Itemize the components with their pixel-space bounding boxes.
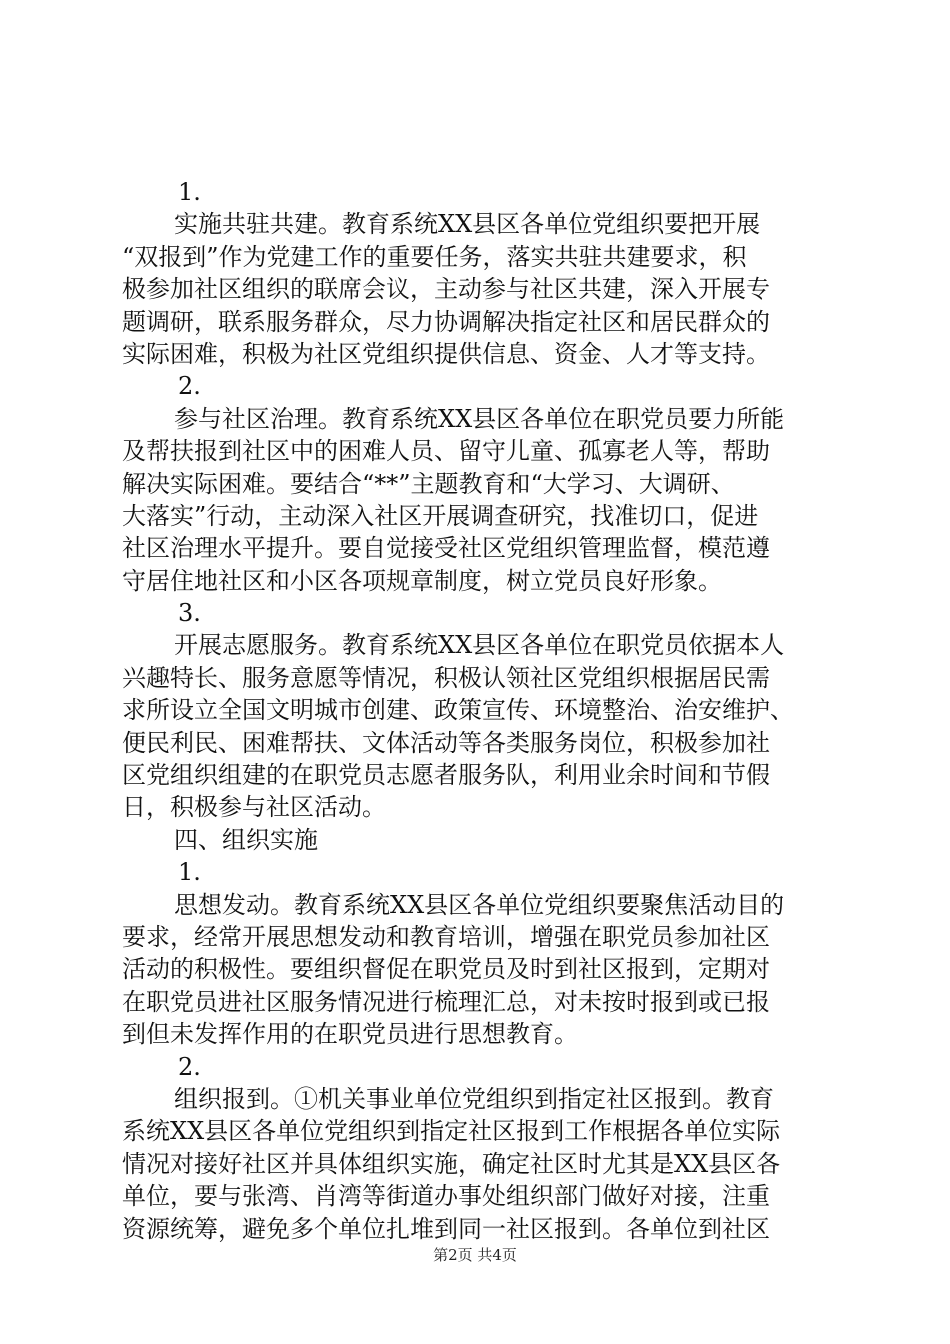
text-line: 求所设立全国文明城市创建、政策宣传、环境整治、治安维护、 — [122, 696, 794, 725]
item-number: 2. — [178, 1052, 201, 1081]
text-line: 到但未发挥作用的在职党员进行思想教育。 — [122, 1020, 578, 1049]
text-line: 日，积极参与社区活动。 — [122, 793, 386, 822]
text-line: “双报到”作为党建工作的重要任务，落实共驻共建要求，积 — [122, 242, 747, 271]
text-line: 要求，经常开展思想发动和教育培训，增强在职党员参加社区 — [122, 922, 770, 951]
text-line: 实施共驻共建。教育系统XX县区各单位党组织要把开展 — [174, 210, 761, 239]
text-line: 单位，要与张湾、肖湾等街道办事处组织部门做好对接，注重 — [122, 1182, 770, 1211]
text-line: 思想发动。教育系统XX县区各单位党组织要聚焦活动目的 — [174, 890, 785, 919]
text-line: 社区治理水平提升。要自觉接受社区党组织管理监督，模范遵 — [122, 534, 770, 563]
text-line: 资源统筹，避免多个单位扎堆到同一社区报到。各单位到社区 — [122, 1214, 770, 1243]
text-line: 开展志愿服务。教育系统XX县区各单位在职党员依据本人 — [174, 631, 785, 660]
text-line: 兴趣特长、服务意愿等情况，积极认领社区党组织根据居民需 — [122, 663, 770, 692]
item-number: 2. — [178, 372, 201, 401]
text-line: 活动的积极性。要组织督促在职党员及时到社区报到，定期对 — [122, 955, 770, 984]
text-line: 区党组织组建的在职党员志愿者服务队，利用业余时间和节假 — [122, 761, 770, 790]
text-line: 组织报到。①机关事业单位党组织到指定社区报到。教育 — [174, 1084, 774, 1113]
item-number: 3. — [178, 599, 201, 628]
text-line: 四、组织实施 — [174, 825, 318, 854]
text-line: 参与社区治理。教育系统XX县区各单位在职党员要力所能 — [174, 404, 785, 433]
text-line: 及帮扶报到社区中的困难人员、留守儿童、孤寡老人等，帮助 — [122, 437, 770, 466]
text-line: 解决实际困难。要结合“**”主题教育和“大学习、大调研、 — [122, 469, 735, 498]
text-line: 守居住地社区和小区各项规章制度，树立党员良好形象。 — [122, 566, 722, 595]
page-footer: 第2页 共4页 — [433, 1246, 517, 1264]
text-line: 题调研，联系服务群众，尽力协调解决指定社区和居民群众的 — [122, 307, 770, 336]
text-line: 实际困难，积极为社区党组织提供信息、资金、人才等支持。 — [122, 339, 770, 368]
text-line: 便民利民、困难帮扶、文体活动等各类服务岗位，积极参加社 — [122, 728, 770, 757]
text-line: 系统XX县区各单位党组织到指定社区报到工作根据各单位实际 — [122, 1117, 781, 1146]
text-line: 在职党员进社区服务情况进行梳理汇总，对未按时报到或已报 — [122, 987, 770, 1016]
document-body — [122, 176, 834, 1245]
text-line: 极参加社区组织的联席会议，主动参与社区共建，深入开展专 — [122, 275, 770, 304]
text-line: 情况对接好社区并具体组织实施，确定社区时尤其是XX县区各 — [122, 1149, 781, 1178]
text-line: 大落实”行动，主动深入社区开展调查研究，找准切口，促进 — [122, 501, 759, 530]
item-number: 1. — [178, 178, 201, 206]
item-number: 1. — [178, 858, 201, 887]
